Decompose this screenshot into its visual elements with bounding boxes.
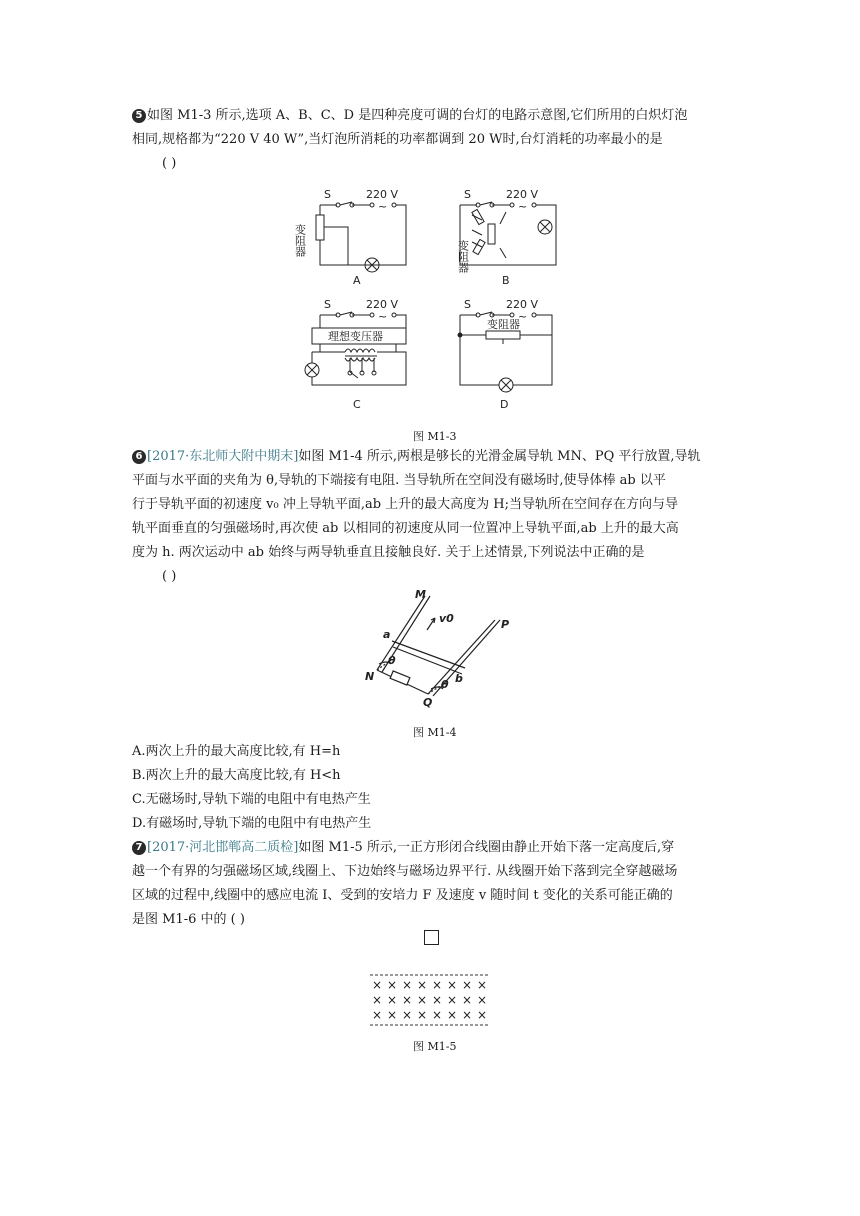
- q5-text-line2: 相同,规格都为“220 V 40 W”,当灯泡所消耗的功率都调到 20 W时,台灯消耗的功率最小的是: [132, 132, 663, 147]
- square-coil: [424, 930, 439, 945]
- option-label-a: A: [353, 274, 361, 287]
- q7-text-line4: 是图 M1-6 中的 ( ): [132, 912, 245, 927]
- field-cross: ×: [417, 1008, 428, 1022]
- q7-text-line1: 如图 M1-5 所示,一正方形闭合线圈由静止开始下落一定高度后,穿: [298, 840, 675, 855]
- q6-text-line4: 轨平面垂直的匀强磁场时,再次使 ab 以相同的初速度从同一位置冲上导轨平面,ab 上升的最大高: [132, 521, 679, 536]
- q7-text-line3: 区域的过程中,线圈中的感应电流 I、受到的安培力 F 及速度 v 随时间 t 变化的关系可能正确的: [132, 888, 673, 903]
- label-m: M: [415, 588, 426, 601]
- q5-answer-paren: ( ): [162, 156, 177, 171]
- field-cross: ×: [402, 993, 413, 1007]
- field-cross: ×: [402, 978, 413, 992]
- figure-m1-4-rails: [355, 588, 515, 718]
- ac-symbol-a: ~: [378, 200, 388, 213]
- switch-label-d: S: [464, 298, 471, 311]
- field-cross: ×: [387, 978, 398, 992]
- rheostat-label-b: 变阻器: [456, 240, 470, 273]
- question-number-badge: 7: [132, 841, 146, 855]
- field-cross: ×: [372, 978, 383, 992]
- question-number-badge: 6: [132, 450, 146, 464]
- label-theta-1: θ: [388, 654, 396, 667]
- ac-symbol-d: ~: [518, 310, 528, 323]
- option-label-b: B: [502, 274, 510, 287]
- q5-text-line1: 如图 M1-3 所示,选项 A、B、C、D 是四种亮度可调的台灯的电路示意图,它们所用的白炽灯泡: [147, 108, 688, 123]
- q6-option-b: B.两次上升的最大高度比较,有 H<h: [132, 768, 341, 783]
- switch-label-a: S: [324, 188, 331, 201]
- transformer-label: 理想变压器: [328, 330, 383, 343]
- q6-option-a: A.两次上升的最大高度比较,有 H=h: [132, 744, 341, 759]
- label-a: a: [383, 628, 391, 641]
- label-theta-2: θ: [441, 678, 449, 691]
- field-cross: ×: [417, 978, 428, 992]
- figure-m1-5-field: [368, 972, 492, 1028]
- q7-line1: [132, 836, 674, 860]
- question-number-badge: 5: [132, 109, 146, 123]
- voltage-label-d: 220 V: [506, 298, 539, 311]
- q6-option-c: C.无磁场时,导轨下端的电阻中有电热产生: [132, 792, 371, 807]
- field-cross: ×: [447, 993, 458, 1007]
- q6-text-line3: 行于导轨平面的初速度 v₀ 冲上导轨平面,ab 上升的最大高度为 H;当导轨所在空间存在方向与导: [132, 497, 679, 512]
- field-cross: ×: [477, 993, 488, 1007]
- caption-m1-4: 图 M1-4: [413, 726, 457, 739]
- field-cross: ×: [432, 978, 443, 992]
- q6-text-line2: 平面与水平面的夹角为 θ,导轨的下端接有电阻. 当导轨所在空间没有磁场时,使导体棒 ab 以平: [132, 473, 666, 488]
- switch-label-b: S: [464, 188, 471, 201]
- field-cross: ×: [447, 1008, 458, 1022]
- label-v0: v0: [439, 612, 454, 625]
- field-cross: ×: [432, 1008, 443, 1022]
- ac-symbol-c: ~: [378, 310, 388, 323]
- q7-text-line2: 越一个有界的匀强磁场区域,线圈上、下边始终与磁场边界平行. 从线圈开始下落到完全穿越磁场: [132, 864, 678, 879]
- field-cross: ×: [402, 1008, 413, 1022]
- switch-label-c: S: [324, 298, 331, 311]
- q6-text-line5: 度为 h. 两次运动中 ab 始终与两导轨垂直且接触良好. 关于上述情景,下列说法中正确的是: [132, 545, 645, 560]
- figure-m1-3-circuits: [290, 180, 580, 420]
- q6-text-line1: 如图 M1-4 所示,两根是够长的光滑金属导轨 MN、PQ 平行放置,导轨: [298, 449, 701, 464]
- field-cross: ×: [387, 1008, 398, 1022]
- field-cross: ×: [462, 978, 473, 992]
- field-cross: ×: [447, 978, 458, 992]
- q6-option-d: D.有磁场时,导轨下端的电阻中有电热产生: [132, 816, 372, 831]
- field-cross: ×: [462, 993, 473, 1007]
- q5-line1: [132, 104, 687, 128]
- rheostat-label-a: 变阻器: [293, 224, 307, 257]
- label-p: P: [501, 618, 510, 631]
- rheostat-label-d: 变阻器: [487, 318, 520, 331]
- ac-symbol-b: ~: [518, 200, 528, 213]
- caption-m1-5: 图 M1-5: [413, 1040, 457, 1053]
- label-n: N: [365, 670, 375, 683]
- label-b: b: [455, 672, 463, 685]
- caption-m1-3: 图 M1-3: [413, 430, 457, 443]
- field-cross: ×: [372, 1008, 383, 1022]
- field-cross: ×: [372, 993, 383, 1007]
- voltage-label-b: 220 V: [506, 188, 539, 201]
- field-cross: ×: [477, 978, 488, 992]
- voltage-label-a: 220 V: [366, 188, 399, 201]
- field-cross: ×: [477, 1008, 488, 1022]
- option-label-c: C: [353, 398, 361, 411]
- label-q: Q: [423, 696, 433, 709]
- voltage-label-c: 220 V: [366, 298, 399, 311]
- q6-source-tag: [2017·东北师大附中期末]: [147, 449, 299, 464]
- q6-answer-paren: ( ): [162, 569, 177, 584]
- q6-line1: [132, 445, 701, 469]
- field-cross: ×: [462, 1008, 473, 1022]
- field-cross: ×: [417, 993, 428, 1007]
- q7-source-tag: [2017·河北邯郸高二质检]: [147, 840, 299, 855]
- field-cross: ×: [387, 993, 398, 1007]
- option-label-d: D: [500, 398, 509, 411]
- field-cross: ×: [432, 993, 443, 1007]
